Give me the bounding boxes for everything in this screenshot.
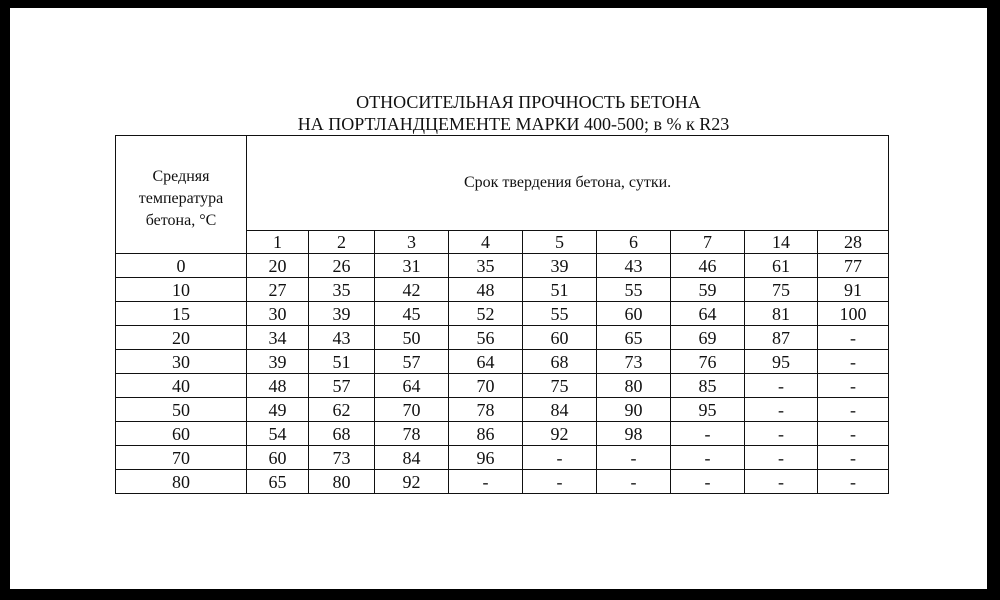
strength-value-cell: 81	[745, 302, 818, 326]
strength-value-cell: 70	[375, 398, 449, 422]
strength-value-cell: 26	[309, 254, 375, 278]
strength-value-cell: 30	[247, 302, 309, 326]
strength-value-cell: 86	[449, 422, 523, 446]
strength-value-cell: 20	[247, 254, 309, 278]
strength-value-cell: -	[597, 470, 671, 494]
strength-value-cell: -	[818, 422, 889, 446]
day-header: 4	[449, 231, 523, 254]
temperature-header	[116, 136, 247, 254]
day-header: 3	[375, 231, 449, 254]
strength-value-cell: -	[671, 446, 745, 470]
strength-value-cell: 48	[449, 278, 523, 302]
strength-table	[115, 135, 889, 494]
temperature-cell: 80	[116, 470, 247, 494]
strength-value-cell: 64	[449, 350, 523, 374]
strength-value-cell: 80	[309, 470, 375, 494]
strength-value-cell: 70	[449, 374, 523, 398]
strength-value-cell: 59	[671, 278, 745, 302]
table-row	[116, 374, 889, 398]
table-row	[116, 302, 889, 326]
strength-value-cell: -	[745, 374, 818, 398]
strength-value-cell: 57	[309, 374, 375, 398]
strength-value-cell: 75	[523, 374, 597, 398]
strength-value-cell: 85	[671, 374, 745, 398]
temperature-header-line-1: Средняя	[152, 168, 210, 185]
strength-value-cell: -	[745, 470, 818, 494]
strength-value-cell: -	[523, 470, 597, 494]
strength-value-cell: 84	[375, 446, 449, 470]
strength-value-cell: -	[745, 398, 818, 422]
strength-value-cell: 96	[449, 446, 523, 470]
strength-value-cell: 73	[597, 350, 671, 374]
title-line-2: НА ПОРТЛАНДЦЕМЕНТЕ МАРКИ 400-500; в % к R23	[297, 114, 730, 134]
strength-value-cell: 61	[745, 254, 818, 278]
strength-value-cell: 91	[818, 278, 889, 302]
table-row	[116, 446, 889, 470]
strength-value-cell: -	[597, 446, 671, 470]
strength-value-cell: 65	[247, 470, 309, 494]
strength-value-cell: 100	[818, 302, 889, 326]
strength-value-cell: 73	[309, 446, 375, 470]
strength-value-cell: 43	[597, 254, 671, 278]
strength-value-cell: 54	[247, 422, 309, 446]
strength-value-cell: 78	[375, 422, 449, 446]
strength-value-cell: 45	[375, 302, 449, 326]
temperature-cell: 20	[116, 326, 247, 350]
strength-value-cell: -	[818, 446, 889, 470]
strength-value-cell: 55	[523, 302, 597, 326]
strength-value-cell: 69	[671, 326, 745, 350]
strength-value-cell: 39	[309, 302, 375, 326]
document-page	[10, 8, 987, 589]
day-header: 7	[671, 231, 745, 254]
strength-value-cell: 68	[309, 422, 375, 446]
temperature-cell: 15	[116, 302, 247, 326]
strength-value-cell: 51	[523, 278, 597, 302]
strength-value-cell: 34	[247, 326, 309, 350]
strength-value-cell: 60	[247, 446, 309, 470]
strength-value-cell: 62	[309, 398, 375, 422]
strength-value-cell: 43	[309, 326, 375, 350]
strength-value-cell: -	[745, 446, 818, 470]
strength-value-cell: -	[745, 422, 818, 446]
strength-value-cell: -	[449, 470, 523, 494]
strength-value-cell: 42	[375, 278, 449, 302]
strength-value-cell: 49	[247, 398, 309, 422]
table-row	[116, 278, 889, 302]
day-header: 6	[597, 231, 671, 254]
strength-value-cell: 76	[671, 350, 745, 374]
strength-value-cell: 27	[247, 278, 309, 302]
strength-value-cell: 55	[597, 278, 671, 302]
day-header: 1	[247, 231, 309, 254]
day-header: 28	[818, 231, 889, 254]
strength-value-cell: 57	[375, 350, 449, 374]
strength-value-cell: 92	[375, 470, 449, 494]
strength-value-cell: 64	[375, 374, 449, 398]
day-header: 14	[745, 231, 818, 254]
curing-term-header: Срок твердения бетона, сутки.	[247, 136, 889, 231]
strength-value-cell: 39	[247, 350, 309, 374]
strength-value-cell: 31	[375, 254, 449, 278]
strength-value-cell: 48	[247, 374, 309, 398]
temperature-cell: 50	[116, 398, 247, 422]
strength-value-cell: 56	[449, 326, 523, 350]
strength-value-cell: 60	[523, 326, 597, 350]
temperature-cell: 30	[116, 350, 247, 374]
temperature-header-line-2: температура	[138, 190, 224, 207]
strength-value-cell: 39	[523, 254, 597, 278]
strength-value-cell: 87	[745, 326, 818, 350]
table-row	[116, 326, 889, 350]
temperature-cell: 60	[116, 422, 247, 446]
strength-value-cell: 64	[671, 302, 745, 326]
strength-value-cell: 65	[597, 326, 671, 350]
strength-value-cell: 68	[523, 350, 597, 374]
strength-value-cell: 80	[597, 374, 671, 398]
strength-value-cell: -	[818, 398, 889, 422]
strength-value-cell: 90	[597, 398, 671, 422]
strength-value-cell: 60	[597, 302, 671, 326]
strength-value-cell: -	[818, 350, 889, 374]
header-row	[116, 136, 889, 231]
strength-value-cell: 77	[818, 254, 889, 278]
strength-value-cell: 95	[671, 398, 745, 422]
strength-value-cell: 35	[309, 278, 375, 302]
temperature-cell: 10	[116, 278, 247, 302]
strength-value-cell: 35	[449, 254, 523, 278]
temperature-cell: 0	[116, 254, 247, 278]
strength-value-cell: 84	[523, 398, 597, 422]
strength-value-cell: 95	[745, 350, 818, 374]
strength-value-cell: 50	[375, 326, 449, 350]
strength-value-cell: -	[523, 446, 597, 470]
temperature-header-line-3: бетона, °С	[145, 212, 217, 229]
table-row	[116, 422, 889, 446]
strength-value-cell: 46	[671, 254, 745, 278]
strength-value-cell: -	[671, 422, 745, 446]
strength-value-cell: -	[818, 326, 889, 350]
strength-value-cell: 98	[597, 422, 671, 446]
strength-value-cell: 75	[745, 278, 818, 302]
table-row	[116, 470, 889, 494]
table-row	[116, 398, 889, 422]
temperature-cell: 70	[116, 446, 247, 470]
strength-value-cell: 78	[449, 398, 523, 422]
strength-value-cell: 51	[309, 350, 375, 374]
day-header: 2	[309, 231, 375, 254]
title-line-1: ОТНОСИТЕЛЬНАЯ ПРОЧНОСТЬ БЕТОНА	[356, 92, 701, 112]
temperature-cell: 40	[116, 374, 247, 398]
strength-value-cell: -	[671, 470, 745, 494]
day-header: 5	[523, 231, 597, 254]
strength-value-cell: -	[818, 374, 889, 398]
strength-value-cell: -	[818, 470, 889, 494]
strength-value-cell: 52	[449, 302, 523, 326]
table-row	[116, 350, 889, 374]
table-row	[116, 254, 889, 278]
strength-value-cell: 92	[523, 422, 597, 446]
